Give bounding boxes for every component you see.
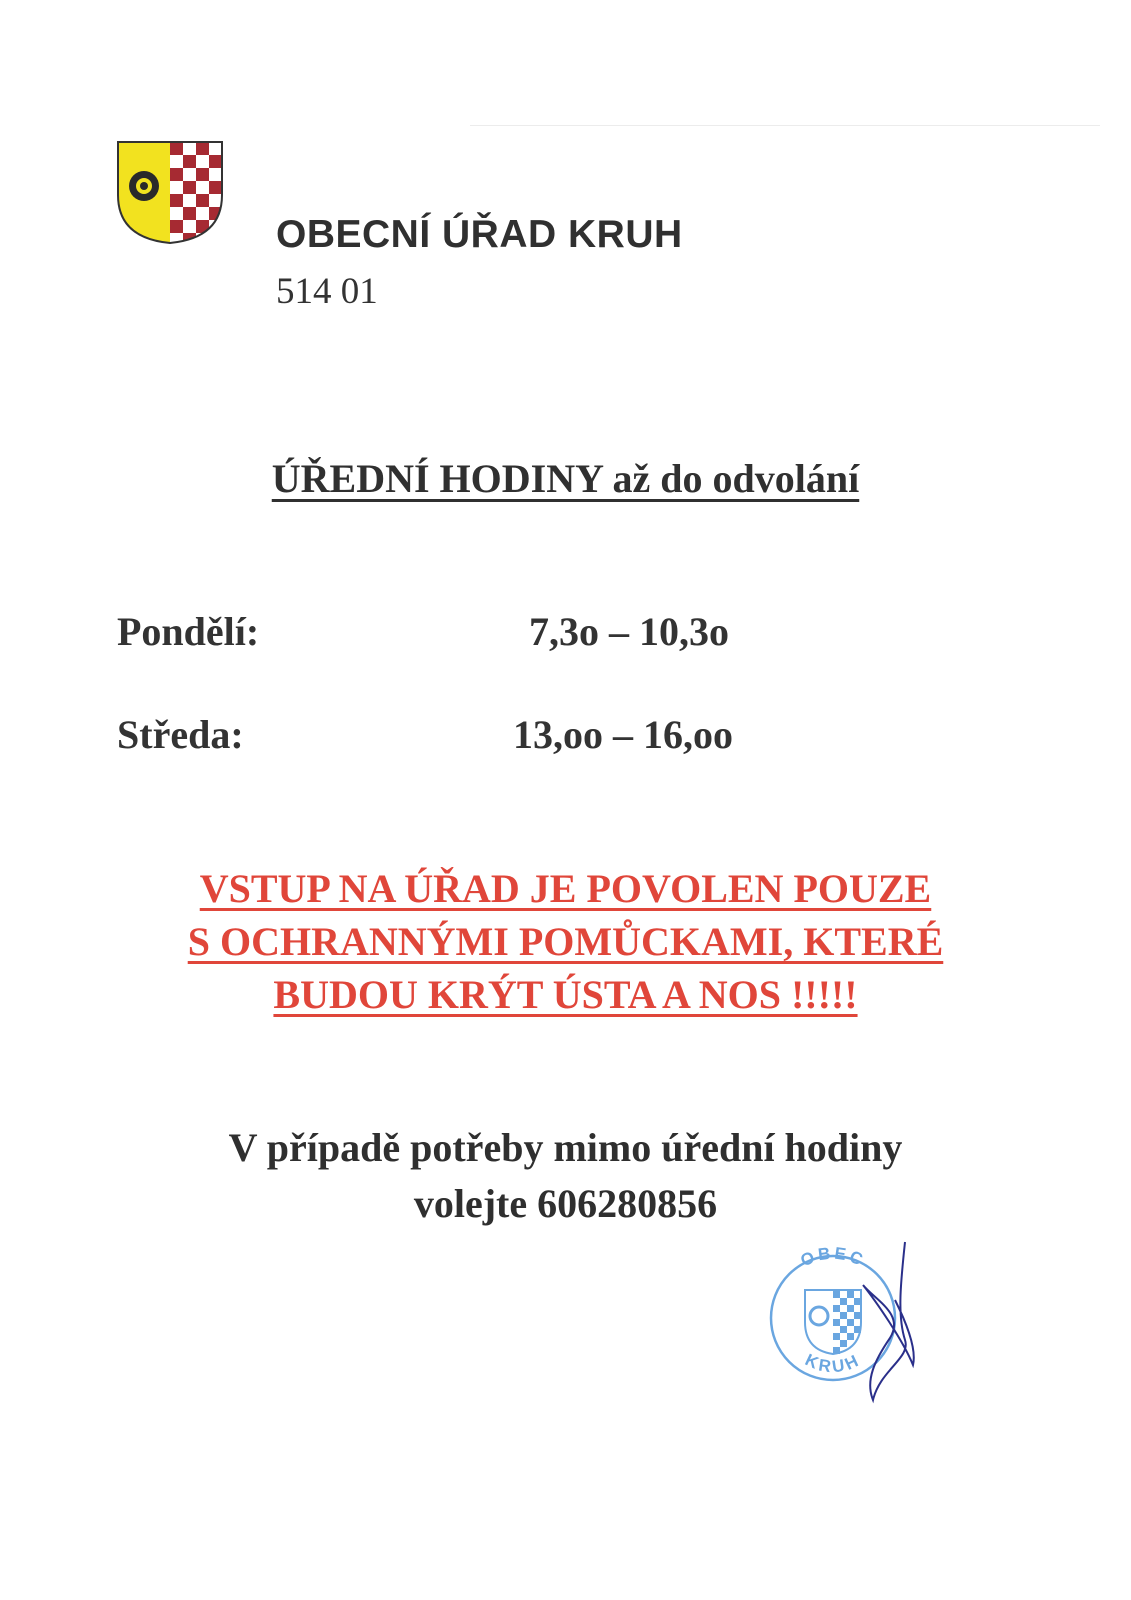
contact-line-1: V případě potřeby mimo úřední hodiny: [228, 1125, 903, 1170]
notice-line: BUDOU KRÝT ÚSTA A NOS !!!!!: [273, 972, 858, 1017]
signature-icon: [863, 1242, 914, 1400]
hours-time-wednesday: 13,oo – 16,oo: [513, 712, 733, 757]
coat-of-arms-icon: [115, 140, 225, 245]
notice-line: S OCHRANNÝMI POMŮCKAMI, KTERÉ: [187, 919, 944, 964]
municipal-stamp-icon: [755, 1240, 925, 1405]
svg-text:OBEC: OBEC: [797, 1243, 869, 1271]
office-name: OBECNÍ ÚŘAD KRUH: [276, 213, 683, 256]
office-hours-title-text: ÚŘEDNÍ HODINY až do odvolání: [271, 456, 860, 501]
scan-artifact-line: [470, 125, 1100, 126]
hours-time-monday: 7,3o – 10,3o: [529, 609, 729, 654]
contact-line-2: volejte 606280856: [413, 1181, 718, 1226]
svg-text:KRUH: KRUH: [802, 1350, 864, 1377]
contact-info: [0, 1120, 1131, 1232]
postal-code: 514 01: [276, 271, 378, 312]
office-hours-title: [0, 455, 1131, 502]
notice-line: VSTUP NA ÚŘAD JE POVOLEN POUZE: [199, 866, 932, 911]
hours-day-wednesday: Středa:: [117, 712, 244, 757]
protective-equipment-notice: [0, 862, 1131, 1021]
hours-day-monday: Pondělí:: [117, 609, 260, 654]
